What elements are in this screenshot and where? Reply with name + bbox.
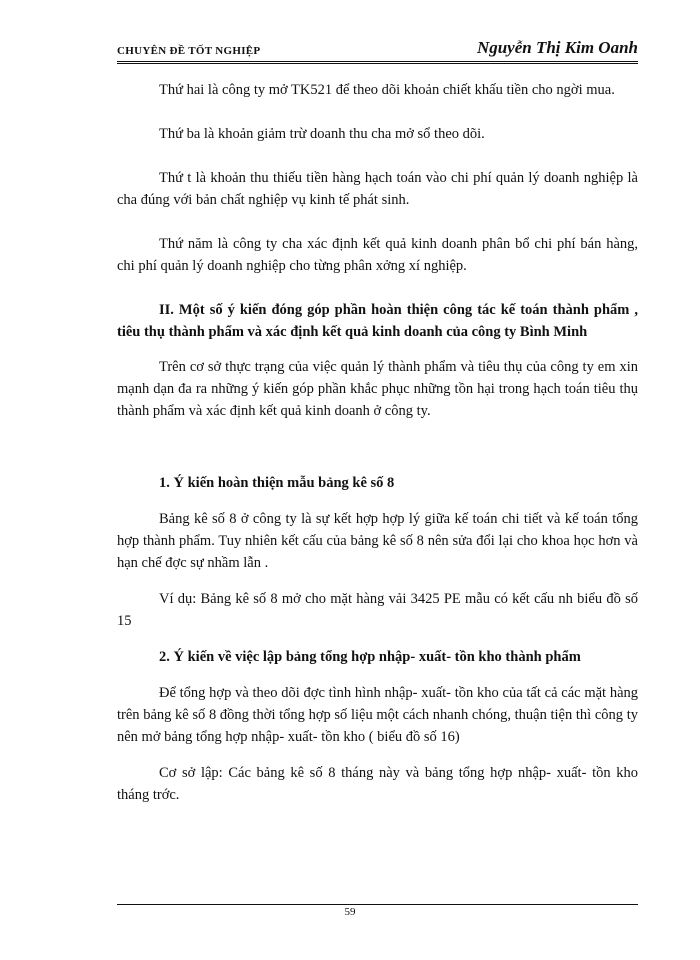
header-divider xyxy=(117,61,638,64)
paragraph-3: Thứ t là khoản thu thiếu tiền hàng hạch toán vào chi phí quản lý doanh nghiệp là cha đúng với bản chất nghiệp vụ kinh tế phát sinh. xyxy=(117,170,638,208)
paragraph-7: Ví dụ: Bảng kê số 8 mở cho mặt hàng vải 3425 PE mẫu có kết cấu nh biểu đồ số 15 xyxy=(117,591,638,629)
paragraph-5: Trên cơ sở thực trạng của việc quản lý thành phẩm và tiêu thụ của công ty em xin mạnh dạn đa ra những ý kiến góp phần khắc phục những tồn hại trong hạch toán tiêu thụ thành phẩm và xác định kết quả kinh doanh ở công ty. xyxy=(117,359,638,419)
paragraph-1: Thứ hai là công ty mở TK521 để theo dõi khoản chiết khấu tiền cho ngời mua. xyxy=(159,82,615,98)
paragraph-4: Thứ năm là công ty cha xác định kết quả kinh doanh phân bổ chi phí bán hàng, chi phí quản lý doanh nghiệp cho từng phân xởng xí nghiệp. xyxy=(117,236,638,274)
page-number: 59 xyxy=(344,906,356,918)
footer-divider xyxy=(117,904,638,905)
paragraph-6: Bảng kê số 8 ở công ty là sự kết hợp hợp lý giữa kế toán chi tiết và kế toán tổng hợp thành phẩm. Tuy nhiên kết cấu của bảng kê số 8 nên sửa đổi lại cho khoa học hơn và hạn chế đợc sự nhầm lẫn . xyxy=(117,511,638,571)
subsection-1-heading: 1. Ý kiến hoàn thiện mẫu bảng kê số 8 xyxy=(159,475,395,491)
paragraph-9: Cơ sở lập: Các bảng kê số 8 tháng này và bảng tổng hợp nhập- xuất- tồn kho tháng trớc. xyxy=(117,765,638,803)
header-author: Nguyễn Thị Kim Oanh xyxy=(476,38,638,57)
paragraph-8: Để tổng hợp và theo dõi đợc tình hình nhập- xuất- tồn kho của tất cả các mặt hàng trên bảng kê số 8 đồng thời tổng hợp số liệu một cách nhanh chóng, thuận tiện thì công ty nên mở bảng tổng hợp nhập- xuất- tồn kho ( biểu đồ số 16) xyxy=(117,685,638,745)
paragraph-2: Thứ ba là khoản giảm trừ doanh thu cha mở sổ theo dõi. xyxy=(159,126,485,142)
page-body xyxy=(117,79,638,806)
section-2-heading: II. Một số ý kiến đóng góp phần hoàn thiện công tác kế toán thành phẩm , tiêu thụ thành phẩm và xác định kết quả kinh doanh của công ty Bình Minh xyxy=(117,302,638,340)
header-title: CHUYÊN ĐỀ TỐT NGHIỆP xyxy=(117,45,261,57)
subsection-2-heading: 2. Ý kiến về việc lập bảng tổng hợp nhập- xuất- tồn kho thành phẩm xyxy=(159,649,581,665)
